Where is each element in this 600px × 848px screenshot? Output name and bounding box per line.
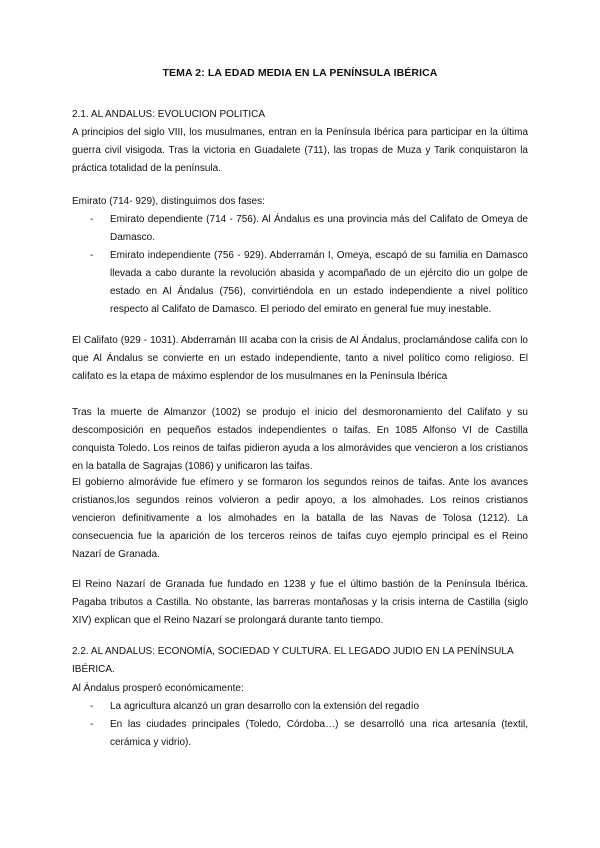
- section1-intro-paragraph: A principios del siglo VIII, los musulmanes, entran en la Península Ibérica para participar en la última guerra civil visigoda. Tras la victoria en Guadalete (711), las tropas de Muza y Tarik conquistaron la práctica totalidad de la península.: [72, 127, 528, 174]
- almoravides-paragraph: El gobierno almorávide fue efímero y se formaron los segundos reinos de taifas. Ante los avances cristianos,los segundos reinos volvieron a pedir apoyo, a los almohades. Los reinos cristianos vencieron definitivamente a los almohades en la batalla de las Navas de Tolosa (1212). La consecuencia fue la aparición de los terceros reinos de taifas cuyo ejemplo principal es el Reino Nazarí de Granada.: [72, 477, 528, 560]
- section2-heading: 2.2. AL ANDALUS: ECONOMÍA, SOCIEDAD Y CULTURA. EL LEGADO JUDIO EN LA PENÍNSULA IBÉRICA.: [72, 646, 514, 675]
- list-item: - Emirato independiente (756 - 929). Abderramán I, Omeya, escapó de su familia en Damasco llevada a cabo durante la revolución abasida y acompañado de un ejército dio un golpe de estado en Al Ándalus (756), convirtiéndola en un estado independiente a nivel político respecto al Califato de Damasco. El periodo del emirato en general fue muy inestable.: [88, 247, 528, 319]
- list-item: - Emirato dependiente (714 - 756). Al Ándalus es una provincia más del Califato de Omeya de Damasco.: [88, 211, 528, 247]
- page-title: TEMA 2: LA EDAD MEDIA EN LA PENÍNSULA IBÉRICA: [162, 67, 438, 79]
- nazari-paragraph: El Reino Nazarí de Granada fue fundado en 1238 y fue el último bastión de la Península Ibérica. Pagaba tributos a Castilla. No obstante, las barreras montañosas y la crisis interna de Castilla (siglo XIV) explican que el Reino Nazarí se prolongará durante tanto tiempo.: [72, 579, 528, 626]
- list-item: - En las ciudades principales (Toledo, Córdoba…) se desarrolló una rica artesanía (textil, cerámica y vidrio).: [88, 716, 528, 752]
- emirato-intro: Emirato (714- 929), distinguimos dos fases:: [72, 196, 265, 207]
- taifas-paragraph: Tras la muerte de Almanzor (1002) se produjo el inicio del desmoronamiento del Califato y su descomposición en pequeños estados independientes o taifas. En 1085 Alfonso VI de Castilla conquista Toledo. Los reinos de taifas pidieron ayuda a los almorávides que vencieron a los cristianos en la batalla de Sagrajas (1086) y unificaron las taifas.: [72, 407, 528, 472]
- section2-intro: Al Ándalus prosperó económicamente:: [72, 683, 244, 694]
- emirato-list: [88, 211, 528, 319]
- califato-paragraph: El Califato (929 - 1031). Abderramán III acaba con la crisis de Al Ándalus, proclamándose califa con lo que Al Ándalus se convierte en un estado independiente, tanto a nivel político como religioso. El califato es la etapa de máximo esplendor de los musulmanes en la Península Ibérica: [72, 335, 528, 382]
- section1-heading: 2.1. AL ANDALUS: EVOLUCION POLITICA: [72, 109, 266, 120]
- list-item: - La agricultura alcanzó un gran desarrollo con la extensión del regadío: [88, 698, 528, 716]
- economy-list: [88, 698, 528, 752]
